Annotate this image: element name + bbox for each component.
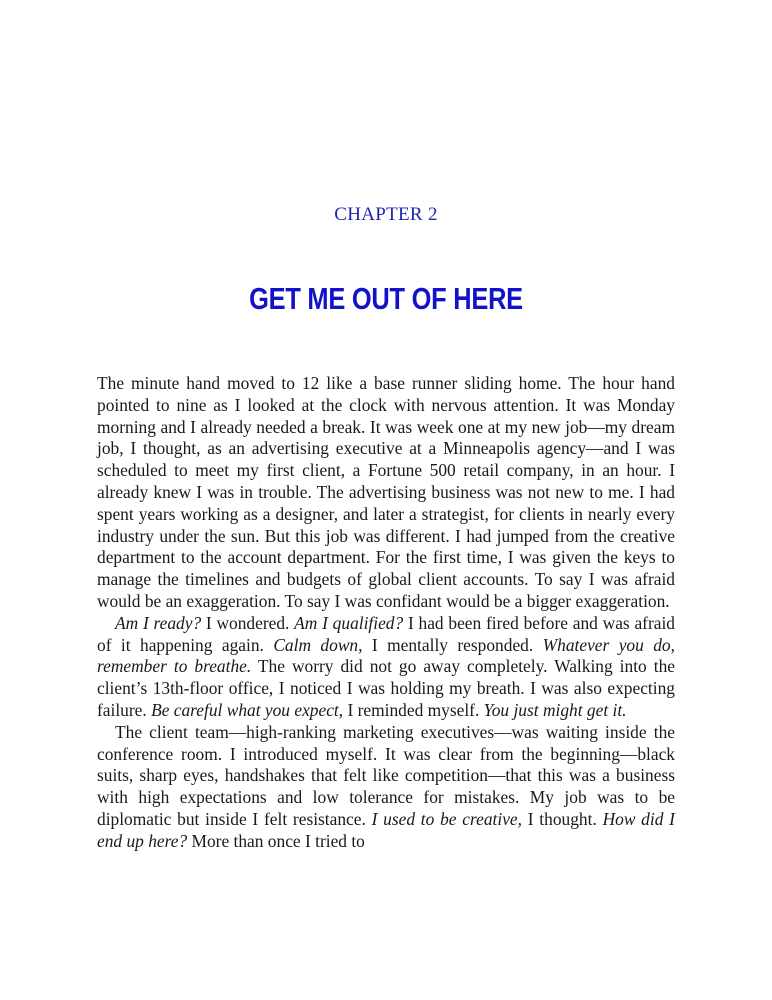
text-run: , I reminded myself. [338, 699, 484, 720]
text-run: I wondered. [201, 612, 295, 633]
text-run: The client team—high-ranking marketing executives—was waiting inside the conference room. I introduced myself. It was clear from the beginning—black suits, sharp eyes, handshakes that felt like competition—that this was a business with high expectations and low tolerance for mistakes. My job was to be diplomatic but inside I felt resistance. [97, 721, 675, 829]
chapter-body [97, 373, 675, 853]
chapter-number: CHAPTER 2 [334, 204, 438, 225]
italic-text-run: Whatever you do, remember to breathe. [97, 634, 675, 677]
italic-text-run: You just might get it. [483, 699, 627, 720]
italic-text-run: Calm down, [273, 634, 363, 655]
text-run: The minute hand moved to 12 like a base runner sliding home. The hour hand pointed to nine as I looked at the clock with nervous attention. It was Monday morning and I already needed a break. It was week one at my new job—my dream job, I thought, as an advertising executive at a Minneapolis agency—and I was scheduled to meet my first client, a Fortune 500 retail company, in an hour. I already knew I was in trouble. The advertising business was not new to me. I had spent years working as a designer, and later a strategist, for clients in nearly every industry under the sun. But this job was different. I had jumped from the creative department to the account department. For the first time, I was given the keys to manage the timelines and budgets of global client accounts. To say I was afraid would be an exaggeration. To say I was confidant would be a bigger exaggeration. [97, 373, 675, 611]
italic-text-run: Am I ready? [115, 612, 202, 633]
text-run: I mentally responded. [362, 634, 543, 655]
body-paragraph [97, 373, 675, 613]
text-run: More than once I tried to [187, 830, 365, 851]
body-paragraph [97, 722, 675, 853]
italic-text-run: Am I qualified? [294, 612, 404, 633]
text-run: I thought. [521, 808, 603, 829]
text-run: The worry did not go away completely. Walking into the client’s 13th-floor office, I noticed I was holding my breath. I was also expecting failure. [97, 656, 675, 720]
italic-text-run: I used to be creative, [371, 808, 522, 829]
italic-text-run: How did I end up here? [97, 808, 675, 851]
chapter-title: GET ME OUT OF HERE [249, 281, 523, 316]
body-paragraph [97, 613, 675, 722]
text-run: I had been fired before and was afraid of it happening again. [97, 612, 675, 655]
italic-text-run: Be careful what you expect [151, 699, 339, 720]
